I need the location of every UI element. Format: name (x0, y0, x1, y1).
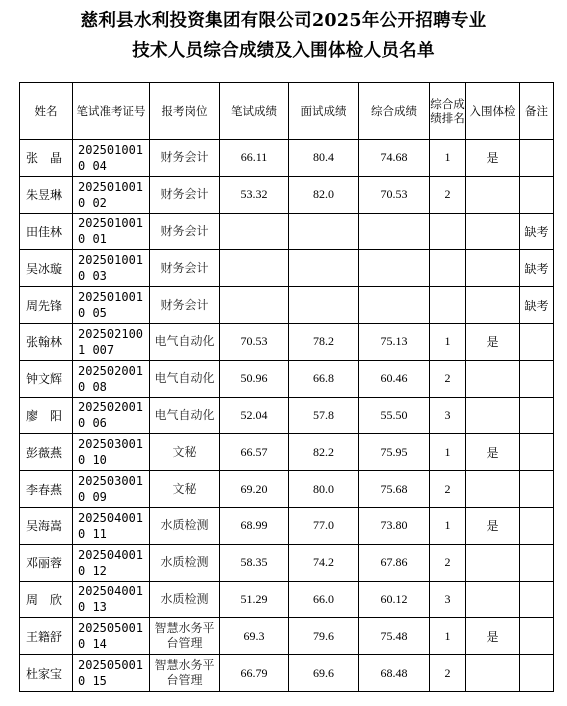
cell-written-score: 66.57 (220, 434, 289, 471)
cell-interview-score: 78.2 (289, 323, 359, 360)
header-written-score: 笔试成绩 (220, 83, 289, 140)
cell-interview-score: 82.0 (289, 176, 359, 213)
cell-note (520, 360, 554, 397)
cell-written-score: 50.96 (220, 360, 289, 397)
cell-rank: 3 (430, 397, 466, 434)
table-row (20, 287, 554, 324)
cell-exam-id: 2025020010 08 (73, 360, 150, 397)
header-note: 备注 (520, 83, 554, 140)
cell-exam-id: 2025010010 04 (73, 140, 150, 177)
cell-interview-score (289, 287, 359, 324)
table-row (20, 397, 554, 434)
cell-total-score (359, 287, 430, 324)
cell-note (520, 581, 554, 618)
cell-total-score (359, 213, 430, 250)
cell-position: 财务会计 (150, 287, 220, 324)
cell-name: 彭薇燕 (20, 434, 73, 471)
cell-name: 杜家宝 (20, 655, 73, 692)
cell-written-score: 51.29 (220, 581, 289, 618)
cell-written-score: 69.3 (220, 618, 289, 655)
cell-selected (466, 360, 520, 397)
cell-selected: 是 (466, 618, 520, 655)
header-position: 报考岗位 (150, 83, 220, 140)
results-table (19, 82, 554, 692)
cell-interview-score (289, 250, 359, 287)
cell-written-score: 70.53 (220, 323, 289, 360)
cell-position: 财务会计 (150, 176, 220, 213)
cell-exam-id: 2025020010 06 (73, 397, 150, 434)
cell-written-score: 68.99 (220, 507, 289, 544)
cell-exam-id: 2025010010 05 (73, 287, 150, 324)
cell-position: 电气自动化 (150, 397, 220, 434)
cell-interview-score: 80.4 (289, 140, 359, 177)
cell-exam-id: 2025040010 13 (73, 581, 150, 618)
cell-selected (466, 213, 520, 250)
cell-exam-id: 2025040010 12 (73, 544, 150, 581)
cell-note (520, 544, 554, 581)
cell-note: 缺考 (520, 287, 554, 324)
cell-written-score: 66.11 (220, 140, 289, 177)
cell-selected (466, 471, 520, 508)
cell-selected (466, 397, 520, 434)
cell-total-score: 67.86 (359, 544, 430, 581)
table-row (20, 176, 554, 213)
header-name: 姓名 (20, 83, 73, 140)
cell-selected: 是 (466, 140, 520, 177)
cell-total-score: 75.48 (359, 618, 430, 655)
cell-rank: 2 (430, 360, 466, 397)
table-row (20, 618, 554, 655)
cell-exam-id: 2025010010 02 (73, 176, 150, 213)
cell-selected: 是 (466, 507, 520, 544)
cell-name: 邓丽蓉 (20, 544, 73, 581)
cell-interview-score: 80.0 (289, 471, 359, 508)
cell-written-score: 52.04 (220, 397, 289, 434)
cell-selected (466, 287, 520, 324)
cell-name: 周 欣 (20, 581, 73, 618)
cell-interview-score: 57.8 (289, 397, 359, 434)
cell-rank (430, 213, 466, 250)
table-row (20, 250, 554, 287)
cell-selected: 是 (466, 323, 520, 360)
cell-position: 电气自动化 (150, 360, 220, 397)
cell-name: 吴冰璇 (20, 250, 73, 287)
cell-note (520, 176, 554, 213)
cell-rank: 1 (430, 434, 466, 471)
cell-name: 田佳林 (20, 213, 73, 250)
cell-note (520, 655, 554, 692)
table-row (20, 434, 554, 471)
table-row (20, 360, 554, 397)
header-selected: 入围体检 (466, 83, 520, 140)
cell-written-score (220, 250, 289, 287)
cell-rank: 1 (430, 507, 466, 544)
cell-total-score: 60.46 (359, 360, 430, 397)
cell-written-score: 53.32 (220, 176, 289, 213)
cell-total-score: 75.95 (359, 434, 430, 471)
cell-exam-id: 2025030010 10 (73, 434, 150, 471)
cell-name: 张翰林 (20, 323, 73, 360)
cell-name: 李春燕 (20, 471, 73, 508)
cell-interview-score: 79.6 (289, 618, 359, 655)
header-total-score: 综合成绩 (359, 83, 430, 140)
cell-position: 电气自动化 (150, 323, 220, 360)
cell-position: 财务会计 (150, 250, 220, 287)
cell-note (520, 140, 554, 177)
title-line-2: 技术人员综合成绩及入围体检人员名单 (132, 41, 435, 61)
cell-rank: 1 (430, 618, 466, 655)
cell-rank (430, 287, 466, 324)
document-title (0, 6, 567, 66)
cell-total-score: 68.48 (359, 655, 430, 692)
table-row (20, 471, 554, 508)
table-row (20, 507, 554, 544)
cell-name: 张 晶 (20, 140, 73, 177)
cell-total-score: 74.68 (359, 140, 430, 177)
cell-note (520, 434, 554, 471)
cell-total-score: 73.80 (359, 507, 430, 544)
cell-position: 智慧水务平台管理 (150, 618, 220, 655)
cell-exam-id: 2025040010 11 (73, 507, 150, 544)
cell-selected (466, 176, 520, 213)
cell-position: 水质检测 (150, 507, 220, 544)
cell-total-score: 70.53 (359, 176, 430, 213)
cell-note (520, 397, 554, 434)
cell-interview-score: 66.8 (289, 360, 359, 397)
cell-position: 财务会计 (150, 140, 220, 177)
cell-position: 智慧水务平台管理 (150, 655, 220, 692)
cell-exam-id: 2025050010 15 (73, 655, 150, 692)
cell-rank: 3 (430, 581, 466, 618)
cell-rank: 1 (430, 323, 466, 360)
header-rank: 综合成绩排名 (430, 83, 466, 140)
table-row (20, 213, 554, 250)
cell-written-score: 58.35 (220, 544, 289, 581)
table-row (20, 323, 554, 360)
cell-exam-id: 2025010010 01 (73, 213, 150, 250)
table-row (20, 140, 554, 177)
header-row (20, 83, 554, 140)
cell-written-score (220, 213, 289, 250)
cell-note: 缺考 (520, 213, 554, 250)
table-row (20, 544, 554, 581)
cell-name: 朱昱琳 (20, 176, 73, 213)
cell-name: 廖 阳 (20, 397, 73, 434)
cell-written-score: 69.20 (220, 471, 289, 508)
cell-selected (466, 655, 520, 692)
cell-note (520, 618, 554, 655)
cell-total-score: 75.13 (359, 323, 430, 360)
cell-note (520, 507, 554, 544)
cell-exam-id: 2025030010 09 (73, 471, 150, 508)
cell-total-score (359, 250, 430, 287)
title-line-1: 慈利县水利投资集团有限公司2025年公开招聘专业 (80, 11, 487, 31)
cell-rank (430, 250, 466, 287)
cell-position: 财务会计 (150, 213, 220, 250)
cell-rank: 1 (430, 140, 466, 177)
cell-written-score (220, 287, 289, 324)
cell-position: 文秘 (150, 434, 220, 471)
cell-interview-score: 77.0 (289, 507, 359, 544)
header-interview-score: 面试成绩 (289, 83, 359, 140)
cell-name: 吴海嵩 (20, 507, 73, 544)
cell-rank: 2 (430, 471, 466, 508)
cell-selected (466, 581, 520, 618)
cell-rank: 2 (430, 544, 466, 581)
cell-interview-score: 66.0 (289, 581, 359, 618)
cell-position: 文秘 (150, 471, 220, 508)
cell-interview-score (289, 213, 359, 250)
cell-note (520, 323, 554, 360)
cell-name: 周先锋 (20, 287, 73, 324)
cell-total-score: 55.50 (359, 397, 430, 434)
cell-interview-score: 69.6 (289, 655, 359, 692)
cell-name: 王籍舒 (20, 618, 73, 655)
table-row (20, 581, 554, 618)
cell-position: 水质检测 (150, 581, 220, 618)
cell-exam-id: 2025021001 007 (73, 323, 150, 360)
cell-selected (466, 544, 520, 581)
cell-exam-id: 2025050010 14 (73, 618, 150, 655)
cell-interview-score: 82.2 (289, 434, 359, 471)
cell-rank: 2 (430, 176, 466, 213)
cell-note: 缺考 (520, 250, 554, 287)
cell-selected (466, 250, 520, 287)
cell-position: 水质检测 (150, 544, 220, 581)
cell-total-score: 75.68 (359, 471, 430, 508)
header-exam-id: 笔试准考证号 (73, 83, 150, 140)
cell-name: 钟文辉 (20, 360, 73, 397)
cell-total-score: 60.12 (359, 581, 430, 618)
cell-rank: 2 (430, 655, 466, 692)
cell-selected: 是 (466, 434, 520, 471)
cell-exam-id: 2025010010 03 (73, 250, 150, 287)
table-row (20, 655, 554, 692)
cell-interview-score: 74.2 (289, 544, 359, 581)
cell-note (520, 471, 554, 508)
cell-written-score: 66.79 (220, 655, 289, 692)
